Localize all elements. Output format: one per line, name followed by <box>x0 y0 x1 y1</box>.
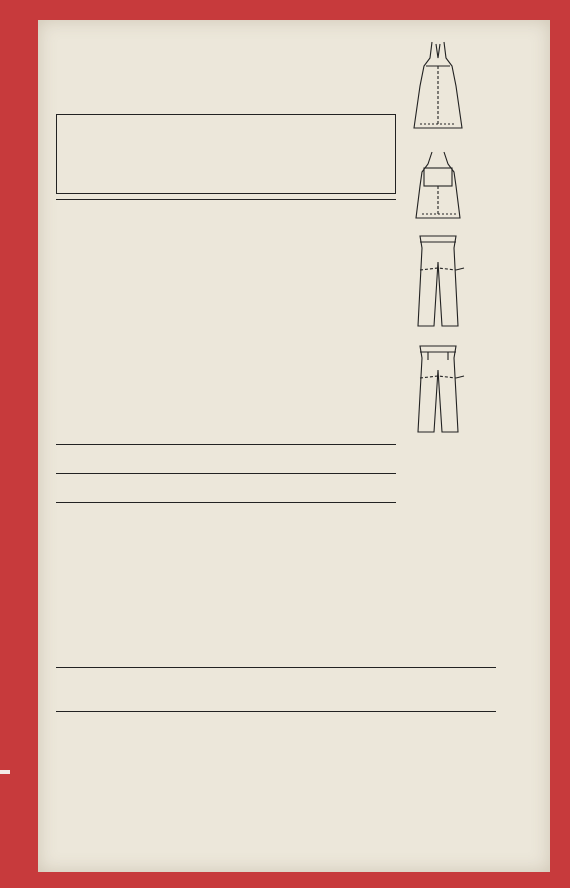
pants-back-drawing <box>418 346 464 432</box>
garment-illustrations <box>398 36 488 448</box>
divider <box>56 199 396 200</box>
divider <box>56 711 496 712</box>
dress-ac-drawing <box>416 152 460 218</box>
divider <box>56 667 496 668</box>
envelope-edge-mark <box>0 770 10 774</box>
divider <box>56 444 396 445</box>
divider <box>56 502 396 503</box>
pants-ac-drawing <box>418 236 464 326</box>
body-measurements-box <box>56 114 396 194</box>
divider <box>56 473 396 474</box>
dress-b-drawing <box>414 42 462 128</box>
